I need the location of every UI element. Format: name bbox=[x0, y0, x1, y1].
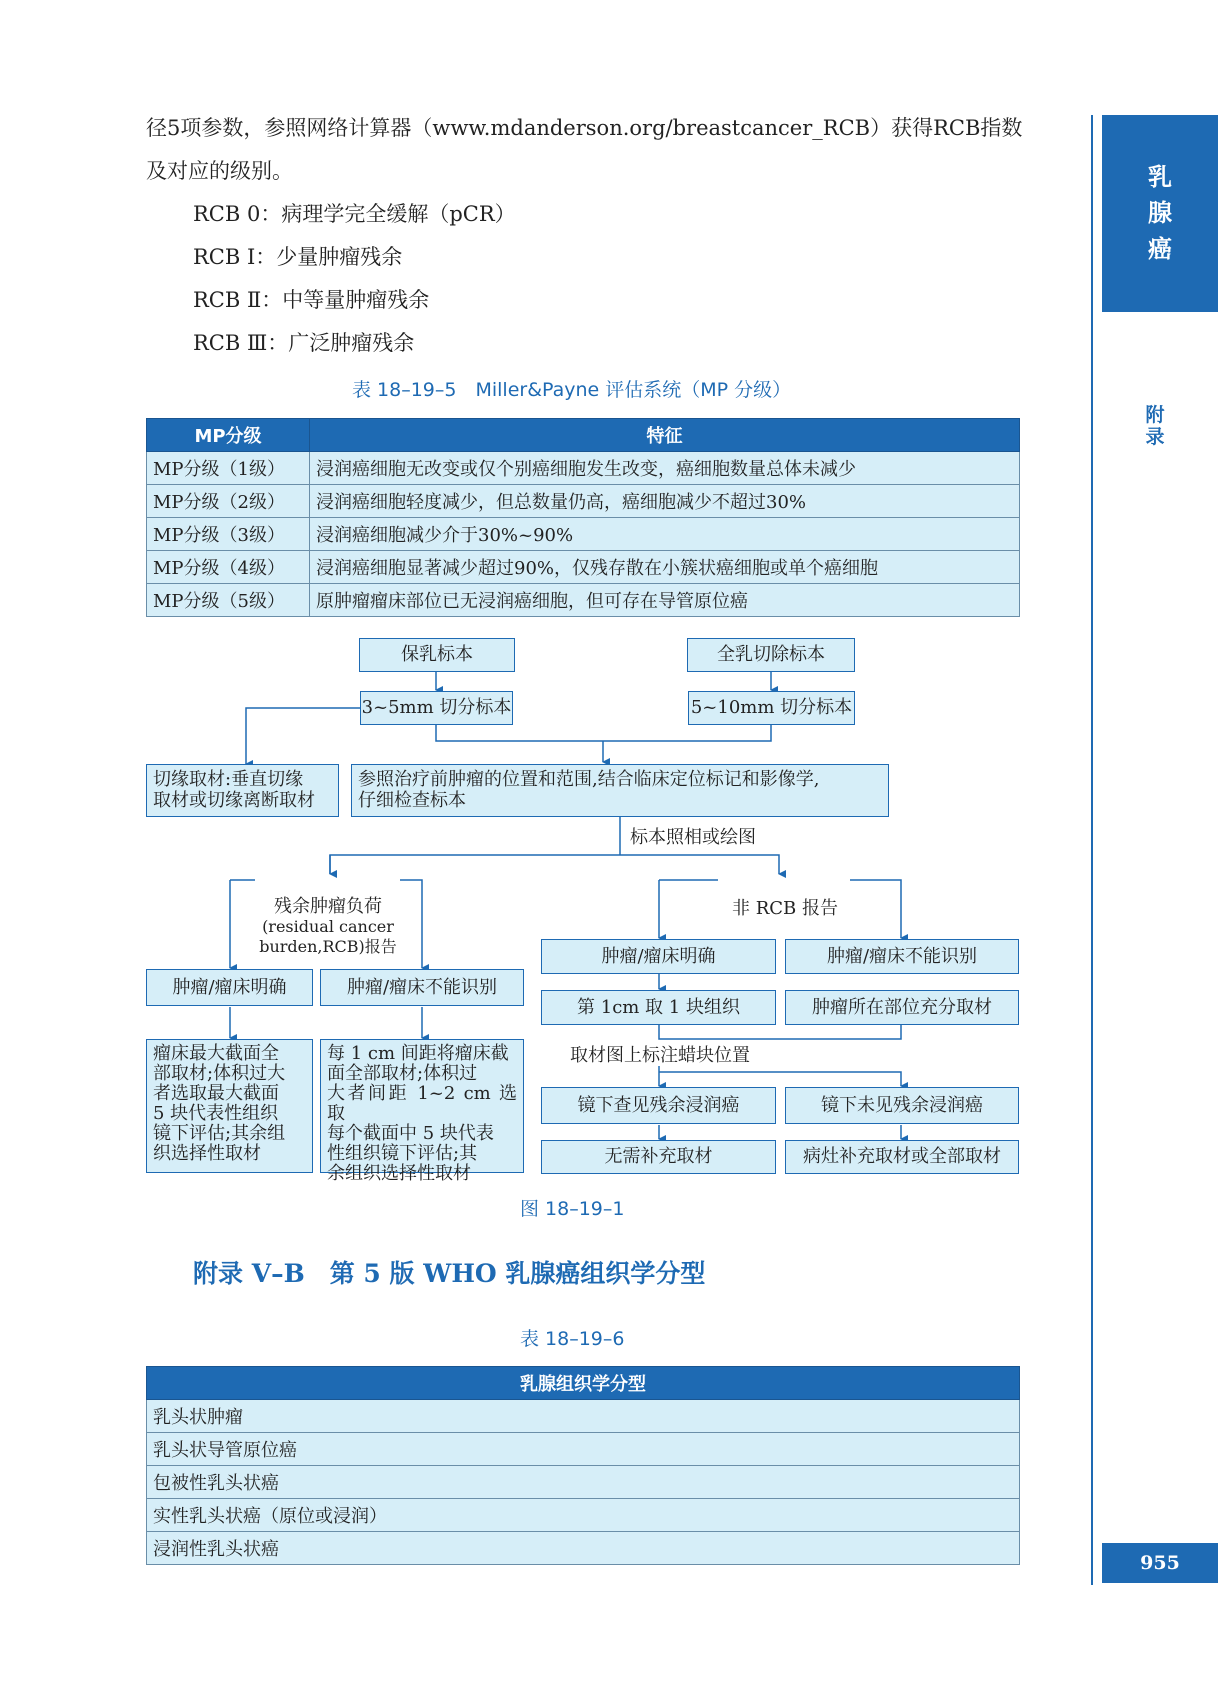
section-tab-char: 录 bbox=[1145, 426, 1165, 448]
mark-blocks-label: 取材图上标注蜡块位置 bbox=[570, 1045, 750, 1066]
table-row bbox=[147, 1499, 1020, 1532]
histotype-cell: 包被性乳头状癌 bbox=[147, 1466, 1020, 1499]
figure-caption: 图 18–19–1 bbox=[520, 1198, 625, 1220]
residual-seen-box: 镜下查见残余浸润癌 bbox=[541, 1087, 776, 1124]
histology-table bbox=[146, 1366, 1020, 1565]
intro-line-2: 及对应的级别。 bbox=[146, 159, 293, 183]
histotype-cell: 乳头状肿瘤 bbox=[147, 1400, 1020, 1433]
feature-cell: 浸润癌细胞减少介于30%~90% bbox=[310, 518, 1020, 551]
box-line: 仔细检查标本 bbox=[358, 790, 466, 811]
tumor-bed-unidentifiable-box: 肿瘤/瘤床不能识别 bbox=[320, 969, 524, 1006]
table-row bbox=[147, 1433, 1020, 1466]
section-3-5mm-box: 3~5mm 切分标本 bbox=[360, 691, 513, 725]
feature-cell: 原肿瘤瘤床部位已无浸润癌细胞，但可存在导管原位癌 bbox=[310, 584, 1020, 617]
margin-sampling-box bbox=[146, 764, 339, 817]
label-line: (residual cancer bbox=[262, 917, 394, 936]
box-line: 性组织镜下评估;其 bbox=[327, 1143, 478, 1164]
histotype-cell: 乳头状导管原位癌 bbox=[147, 1433, 1020, 1466]
box-line: 余组织选择性取材 bbox=[327, 1163, 471, 1184]
column-header: 乳腺组织学分型 bbox=[147, 1367, 1020, 1400]
feature-cell: 浸润癌细胞轻度减少，但总数量仍高，癌细胞减少不超过30% bbox=[310, 485, 1020, 518]
rcb-item: RCB 0：病理学完全缓解（pCR） bbox=[193, 202, 516, 226]
box-line: 部取材;体积过大 bbox=[153, 1063, 286, 1084]
adequate-sampling-box: 肿瘤所在部位充分取材 bbox=[785, 990, 1019, 1025]
grade-cell: MP分级（5级） bbox=[147, 584, 310, 617]
table-row bbox=[147, 1532, 1020, 1565]
feature-cell: 浸润癌细胞无改变或仅个别癌细胞发生改变，癌细胞数量总体未减少 bbox=[310, 452, 1020, 485]
rcb-report-label bbox=[240, 897, 416, 957]
rcb-item: RCB Ⅰ：少量肿瘤残余 bbox=[193, 245, 403, 269]
box-line: 大者间距 1~2 cm 选取 bbox=[327, 1083, 517, 1124]
tumor-bed-clear-box: 肿瘤/瘤床明确 bbox=[146, 969, 313, 1006]
table-6-caption: 表 18–19–6 bbox=[520, 1328, 625, 1350]
box-line: 者选取最大截面 bbox=[153, 1083, 279, 1104]
grade-cell: MP分级（2级） bbox=[147, 485, 310, 518]
box-line: 每个截面中 5 块代表 bbox=[327, 1123, 494, 1144]
label-line: burden,RCB)报告 bbox=[259, 937, 397, 956]
box-line: 切缘取材:垂直切缘 bbox=[153, 769, 304, 790]
histotype-cell: 浸润性乳头状癌 bbox=[147, 1532, 1020, 1565]
column-header: MP分级 bbox=[147, 419, 310, 452]
intro-line-1: 径5项参数，参照网络计算器（www.mdanderson.org/breastcancer_RCB）获得RCB指数 bbox=[146, 116, 1023, 140]
box-line: 参照治疗前肿瘤的位置和范围,结合临床定位标记和影像学, bbox=[358, 769, 820, 790]
chapter-tab-char: 腺 bbox=[1148, 199, 1172, 227]
box-line: 镜下评估;其余组 bbox=[153, 1123, 286, 1144]
photo-label: 标本照相或绘图 bbox=[630, 827, 756, 848]
tumor-bed-unidentifiable-box: 肿瘤/瘤床不能识别 bbox=[785, 939, 1019, 974]
box-line: 面全部取材;体积过 bbox=[327, 1063, 478, 1084]
box-line: 瘤床最大截面全 bbox=[153, 1043, 279, 1064]
tumor-bed-clear-box: 肿瘤/瘤床明确 bbox=[541, 939, 776, 974]
no-extra-sampling-box: 无需补充取材 bbox=[541, 1140, 776, 1174]
box-line: 5 块代表性组织 bbox=[153, 1103, 279, 1124]
rcb-item: RCB Ⅲ：广泛肿瘤残余 bbox=[193, 331, 415, 355]
non-rcb-report-label: 非 RCB 报告 bbox=[732, 898, 838, 919]
mastectomy-specimen-box: 全乳切除标本 bbox=[687, 638, 855, 672]
box-line: 织选择性取材 bbox=[153, 1143, 261, 1164]
table-5-caption: 表 18–19–5 Miller&Payne 评估系统（MP 分级） bbox=[352, 379, 792, 401]
table-row bbox=[147, 1466, 1020, 1499]
grade-cell: MP分级（3级） bbox=[147, 518, 310, 551]
per-cm-sampling-box bbox=[320, 1039, 524, 1184]
chapter-tab-char: 乳 bbox=[1148, 163, 1172, 191]
box-line: 每 1 cm 间距将瘤床截 bbox=[327, 1043, 509, 1064]
appendix-heading: 附录 V–B 第 5 版 WHO 乳腺癌组织学分型 bbox=[193, 1259, 706, 1288]
grade-cell: MP分级（1级） bbox=[147, 452, 310, 485]
rcb-item: RCB Ⅱ：中等量肿瘤残余 bbox=[193, 288, 430, 312]
max-section-sampling-box bbox=[146, 1039, 313, 1173]
histotype-cell: 实性乳头状癌（原位或浸润） bbox=[147, 1499, 1020, 1532]
grade-cell: MP分级（4级） bbox=[147, 551, 310, 584]
residual-not-seen-box: 镜下未见残余浸润癌 bbox=[785, 1087, 1019, 1124]
reference-exam-box bbox=[351, 764, 889, 817]
table-row bbox=[147, 1400, 1020, 1433]
section-5-10mm-box: 5~10mm 切分标本 bbox=[688, 691, 855, 725]
extra-sampling-box: 病灶补充取材或全部取材 bbox=[785, 1140, 1019, 1174]
section-tab-char: 附 bbox=[1145, 404, 1165, 426]
column-header: 特征 bbox=[310, 419, 1020, 452]
table-header-row bbox=[147, 1367, 1020, 1400]
one-block-per-cm-box: 第 1cm 取 1 块组织 bbox=[541, 990, 776, 1025]
label-line: 残余肿瘤负荷 bbox=[274, 896, 382, 917]
box-line: 取材或切缘离断取材 bbox=[153, 790, 315, 811]
chapter-tab-char: 癌 bbox=[1148, 235, 1172, 263]
page-number: 955 bbox=[1102, 1543, 1218, 1583]
breast-conserving-specimen-box: 保乳标本 bbox=[359, 638, 515, 672]
feature-cell: 浸润癌细胞显著减少超过90%，仅残存散在小簇状癌细胞或单个癌细胞 bbox=[310, 551, 1020, 584]
